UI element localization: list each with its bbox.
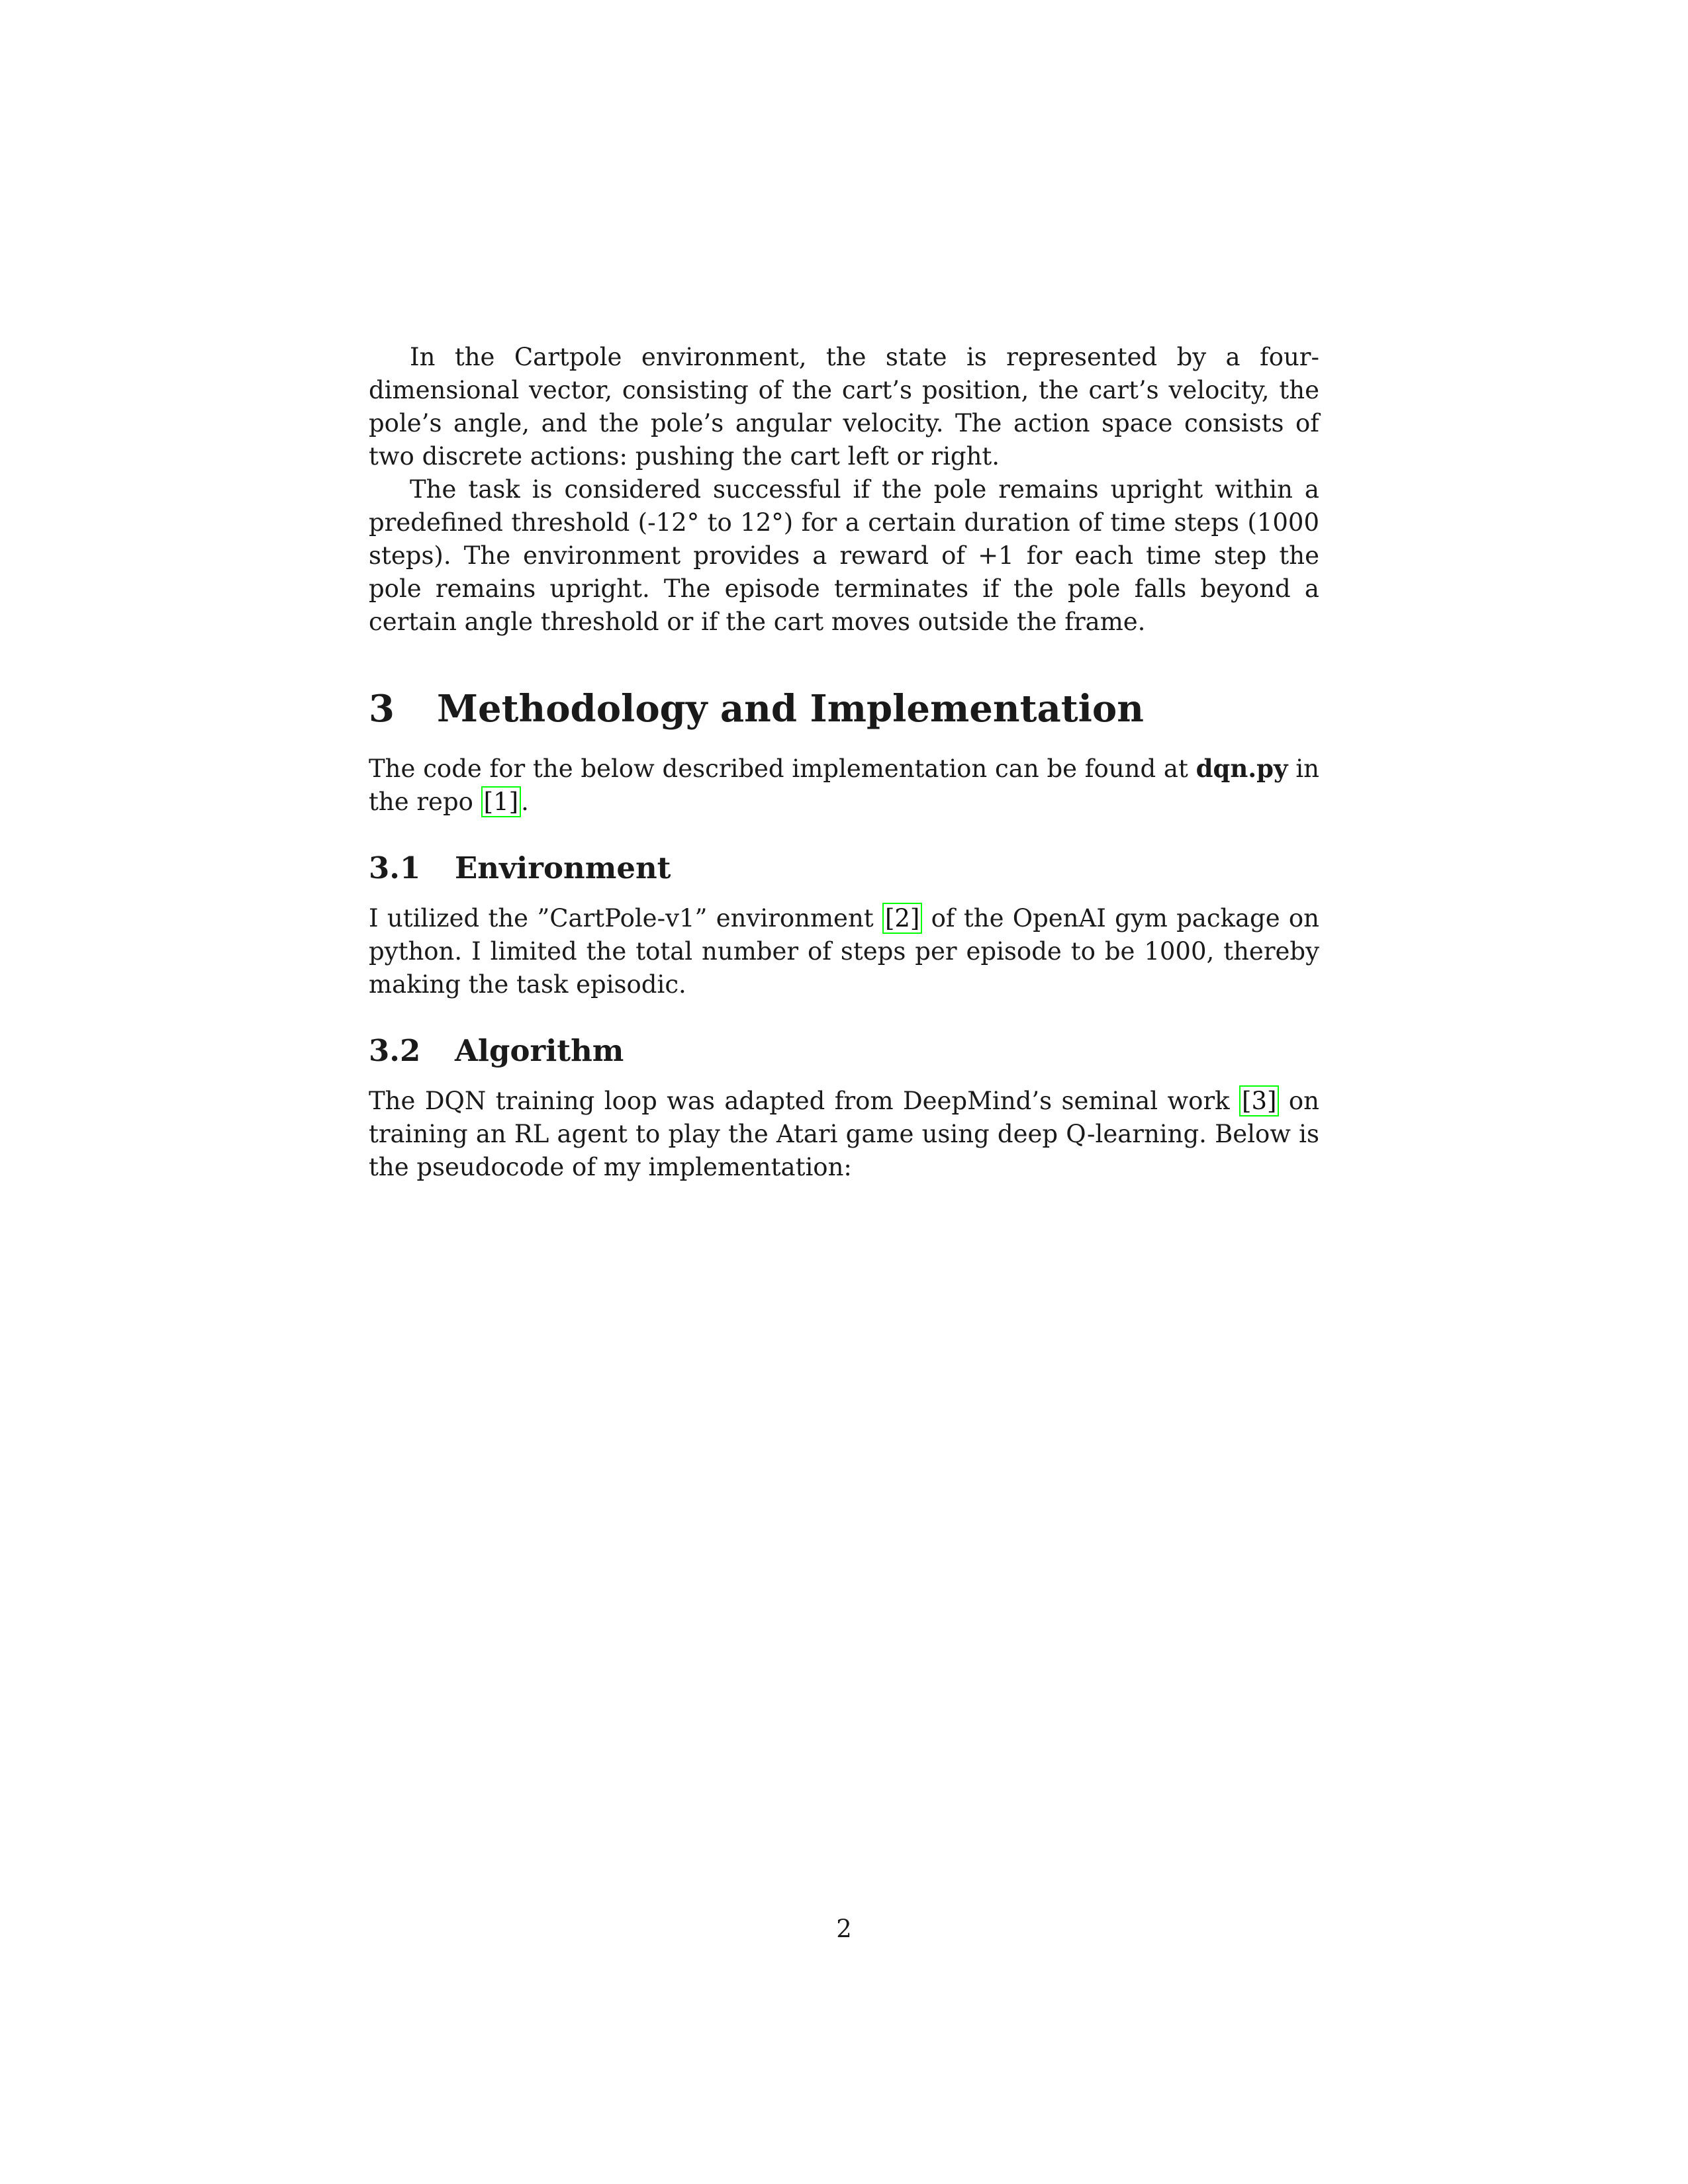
subsection-number: 3.1 xyxy=(369,850,421,886)
code-location-text-2: in the repo xyxy=(369,754,1319,816)
page-body xyxy=(369,341,1319,1184)
code-filename: dqn.py xyxy=(1196,754,1288,783)
paragraph-environment xyxy=(369,902,1319,1001)
code-location-text: The code for the below described implementation can be found at xyxy=(369,754,1196,783)
citation-link-2[interactable]: [2] xyxy=(882,903,922,934)
section-number: 3 xyxy=(369,687,395,731)
paragraph-cartpole-state: In the Cartpole environment, the state is represented by a four-dimensional vector, consisting of the cart’s position, the cart’s velocity, the pole’s angle, and the pole’s angular velocity. The action space consists of two discrete actions: pushing the cart left or right. xyxy=(369,343,1319,471)
subsection-title: Environment xyxy=(455,850,671,886)
citation-link-3[interactable]: [3] xyxy=(1239,1085,1279,1116)
subsection-number: 3.2 xyxy=(369,1033,421,1068)
subsection-heading-algorithm xyxy=(369,1032,1319,1070)
algorithm-text-2: on training an RL agent to play the Atari game using deep Q-learning. Below is the pseudocode of my implementation: xyxy=(369,1087,1319,1181)
paragraph-algorithm xyxy=(369,1085,1319,1184)
environment-text: I utilized the ”CartPole-v1” environment xyxy=(369,904,882,933)
section-title: Methodology and Implementation xyxy=(437,687,1144,731)
section-heading-methodology xyxy=(369,686,1319,732)
subsection-heading-environment xyxy=(369,849,1319,887)
environment-text-2: of the OpenAI gym package on python. I limited the total number of steps per episode to be 1000, thereby making the task episodic. xyxy=(369,904,1319,999)
citation-link-1[interactable]: [1] xyxy=(481,786,521,817)
paragraph-task-success: The task is considered successful if the pole remains upright within a predefined threshold (-12° to 12°) for a certain duration of time steps (1000 steps). The environment provides a reward of +1 for each time step the pole remains upright. The episode terminates if the pole falls beyond a certain angle threshold or if the cart moves outside the frame. xyxy=(369,475,1319,636)
paragraph-code-location xyxy=(369,752,1319,819)
subsection-title: Algorithm xyxy=(455,1033,624,1068)
algorithm-text: The DQN training loop was adapted from DeepMind’s seminal work xyxy=(369,1087,1240,1115)
page-number: 2 xyxy=(836,1915,852,1943)
code-location-end: . xyxy=(521,788,529,816)
